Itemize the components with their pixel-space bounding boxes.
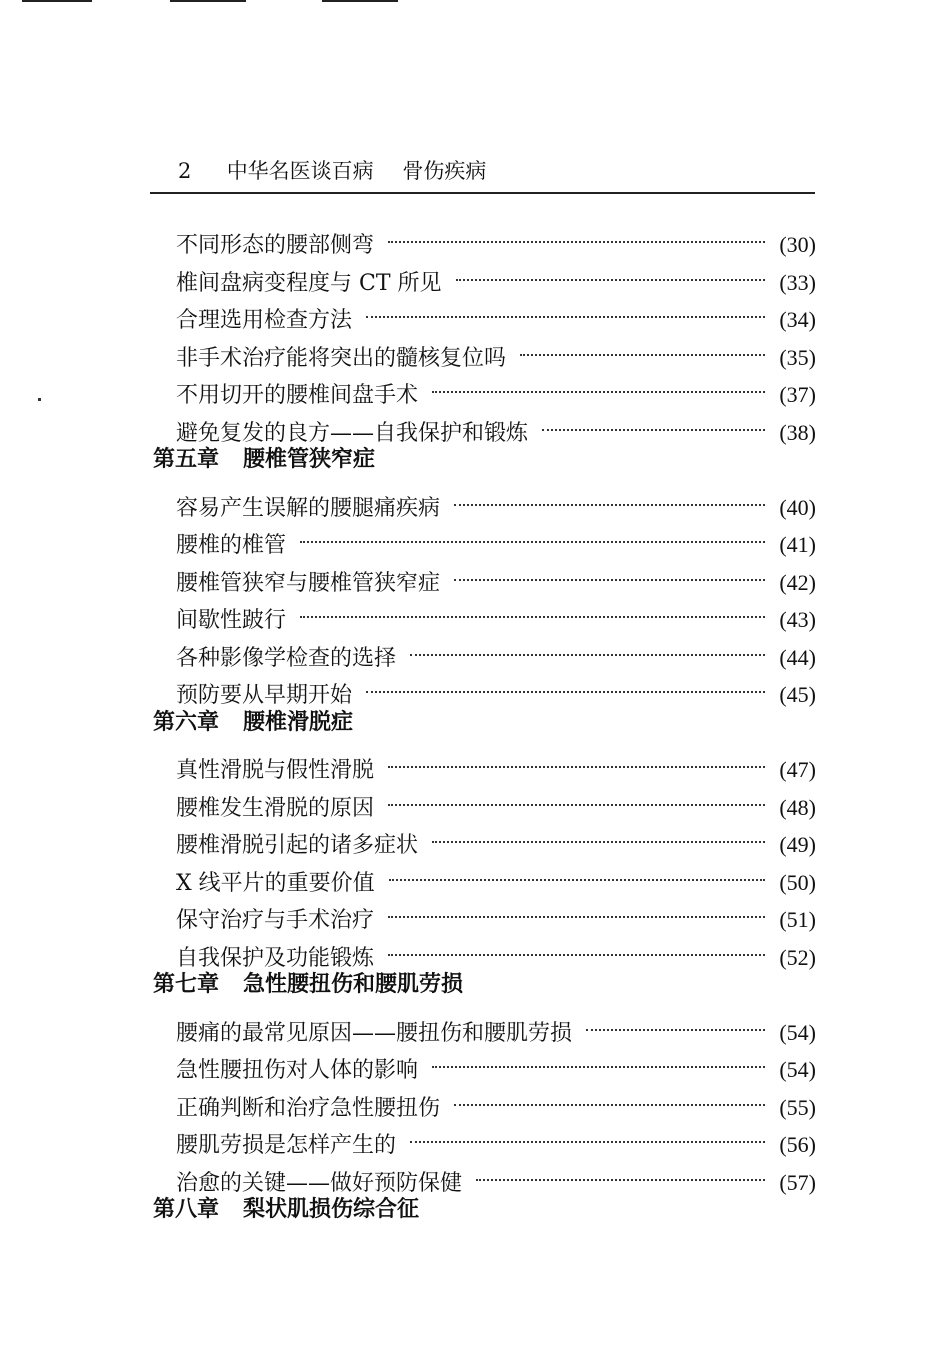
chapter-label: 第八章: [153, 1197, 220, 1222]
chapter-label: 第六章: [153, 710, 220, 735]
dot-leader: [388, 774, 765, 806]
dot-leader: [410, 624, 765, 656]
toc-entry[interactable]: [176, 783, 816, 821]
toc-entry-title: 腰椎滑脱引起的诸多症状: [176, 833, 419, 858]
toc-entry-page: (54): [779, 1020, 816, 1045]
dot-leader: [542, 399, 765, 431]
toc-chapter-heading: [153, 708, 353, 738]
toc-entry-title: 非手术治疗能将突出的髓核复位吗: [176, 346, 507, 371]
toc-entry[interactable]: [176, 1045, 816, 1083]
toc-entry[interactable]: [176, 520, 816, 558]
toc-entry[interactable]: [176, 633, 816, 671]
toc-entry-page: (38): [779, 420, 816, 445]
scan-artifact-right: [322, 0, 398, 2]
dot-leader: [456, 249, 766, 281]
dot-leader: [410, 1111, 765, 1143]
toc-entry-page: (54): [779, 1057, 816, 1082]
toc-entry-title: 急性腰扭伤对人体的影响: [176, 1058, 419, 1083]
dot-leader: [300, 586, 765, 618]
toc-entry-page: (41): [779, 532, 816, 557]
dot-leader: [476, 1149, 765, 1181]
book-subject: 骨伤疾病: [402, 159, 487, 183]
toc-entry[interactable]: [176, 1120, 816, 1158]
toc-entry-title: 治愈的关键——做好预防保健: [176, 1171, 463, 1196]
toc-entry-title: 合理选用检查方法: [176, 308, 353, 333]
toc-entry-page: (37): [779, 382, 816, 407]
toc-entry-page: (47): [779, 757, 816, 782]
toc-entry-title: 腰椎发生滑脱的原因: [176, 796, 375, 821]
toc-entry[interactable]: [176, 408, 816, 446]
toc-entry-title: 容易产生误解的腰腿痛疾病: [176, 496, 441, 521]
toc-entry-page: (49): [779, 832, 816, 857]
chapter-title: 腰椎管狭窄症: [243, 447, 376, 472]
toc-entry[interactable]: [176, 558, 816, 596]
toc-entry-page: (40): [779, 495, 816, 520]
toc-entry-title: 间歇性跛行: [176, 608, 287, 633]
toc-entry[interactable]: [176, 258, 816, 296]
toc-entry-title: 椎间盘病变程度与 CT 所见: [176, 271, 442, 296]
toc-entry-page: (50): [779, 870, 816, 895]
toc-entry[interactable]: [176, 670, 816, 708]
toc-entry-page: (51): [779, 907, 816, 932]
toc-entry-page: (30): [779, 232, 816, 257]
scan-artifact-mid: [170, 0, 246, 2]
toc-entry-title: 自我保护及功能锻炼: [176, 946, 375, 971]
toc-entry[interactable]: [176, 820, 816, 858]
chapter-title: 腰椎滑脱症: [243, 710, 354, 735]
toc-entry-title: 各种影像学检查的选择: [176, 646, 397, 671]
toc-entry-page: (52): [779, 945, 816, 970]
toc-chapter-heading: [153, 1195, 419, 1225]
dot-leader: [389, 849, 766, 881]
dot-leader: [454, 474, 765, 506]
toc-entry-title: 不同形态的腰部侧弯: [176, 233, 375, 258]
toc-entry-title: 正确判断和治疗急性腰扭伤: [176, 1096, 441, 1121]
dot-leader: [366, 286, 765, 318]
scan-speck: [38, 398, 41, 401]
toc-entry-title: X 线平片的重要价值: [176, 871, 375, 896]
toc-entry-title: 真性滑脱与假性滑脱: [176, 758, 375, 783]
toc-entry[interactable]: [176, 595, 816, 633]
toc-entry-title: 不用切开的腰椎间盘手术: [176, 383, 419, 408]
toc-entry[interactable]: [176, 745, 816, 783]
scan-artifact-left: [22, 0, 92, 2]
chapter-title: 梨状肌损伤综合征: [243, 1197, 420, 1222]
page-number: 2: [178, 159, 192, 183]
dot-leader: [388, 886, 765, 918]
dot-leader: [454, 549, 765, 581]
toc-entry-page: (33): [779, 270, 816, 295]
toc-entry-page: (35): [779, 345, 816, 370]
dot-leader: [366, 661, 765, 693]
dot-leader: [586, 999, 765, 1031]
toc-entry[interactable]: [176, 333, 816, 371]
toc-entry-title: 保守治疗与手术治疗: [176, 908, 375, 933]
toc-entry-page: (34): [779, 307, 816, 332]
toc-entry[interactable]: [176, 1083, 816, 1121]
toc-entry[interactable]: [176, 895, 816, 933]
toc-entry[interactable]: [176, 483, 816, 521]
toc-entry[interactable]: [176, 1008, 816, 1046]
toc-entry[interactable]: [176, 858, 816, 896]
toc-entry-title: 避免复发的良方——自我保护和锻炼: [176, 421, 529, 446]
toc-entry[interactable]: [176, 220, 816, 258]
dot-leader: [388, 924, 765, 956]
dot-leader: [388, 736, 765, 768]
toc-chapter-heading: [153, 970, 463, 1000]
running-head: [150, 158, 815, 194]
toc-entry[interactable]: [176, 370, 816, 408]
toc-entry-title: 腰椎管狭窄与腰椎管狭窄症: [176, 571, 441, 596]
toc-entry-page: (56): [779, 1132, 816, 1157]
dot-leader: [432, 811, 765, 843]
toc-entry-title: 预防要从早期开始: [176, 683, 353, 708]
dot-leader: [454, 1074, 765, 1106]
dot-leader: [432, 361, 765, 393]
toc-chapter-heading: [153, 445, 375, 475]
dot-leader: [520, 324, 765, 356]
toc-entry[interactable]: [176, 933, 816, 971]
toc-entry-page: (42): [779, 570, 816, 595]
toc-entry-title: 腰痛的最常见原因——腰扭伤和腰肌劳损: [176, 1021, 573, 1046]
toc-entry-title: 腰肌劳损是怎样产生的: [176, 1133, 397, 1158]
toc-entry-page: (43): [779, 607, 816, 632]
dot-leader: [300, 511, 765, 543]
toc-entry-page: (44): [779, 645, 816, 670]
toc-entry[interactable]: [176, 295, 816, 333]
toc-entry-page: (57): [779, 1170, 816, 1195]
book-title: 中华名医谈百病: [226, 159, 374, 183]
toc-entry-page: (55): [779, 1095, 816, 1120]
chapter-title: 急性腰扭伤和腰肌劳损: [243, 972, 464, 997]
dot-leader: [432, 1036, 765, 1068]
toc-entry-page: (45): [779, 682, 816, 707]
chapter-label: 第七章: [153, 972, 220, 997]
toc-entry[interactable]: [176, 1158, 816, 1196]
chapter-label: 第五章: [153, 447, 220, 472]
toc-entry-title: 腰椎的椎管: [176, 533, 287, 558]
dot-leader: [388, 211, 765, 243]
toc-entry-page: (48): [779, 795, 816, 820]
